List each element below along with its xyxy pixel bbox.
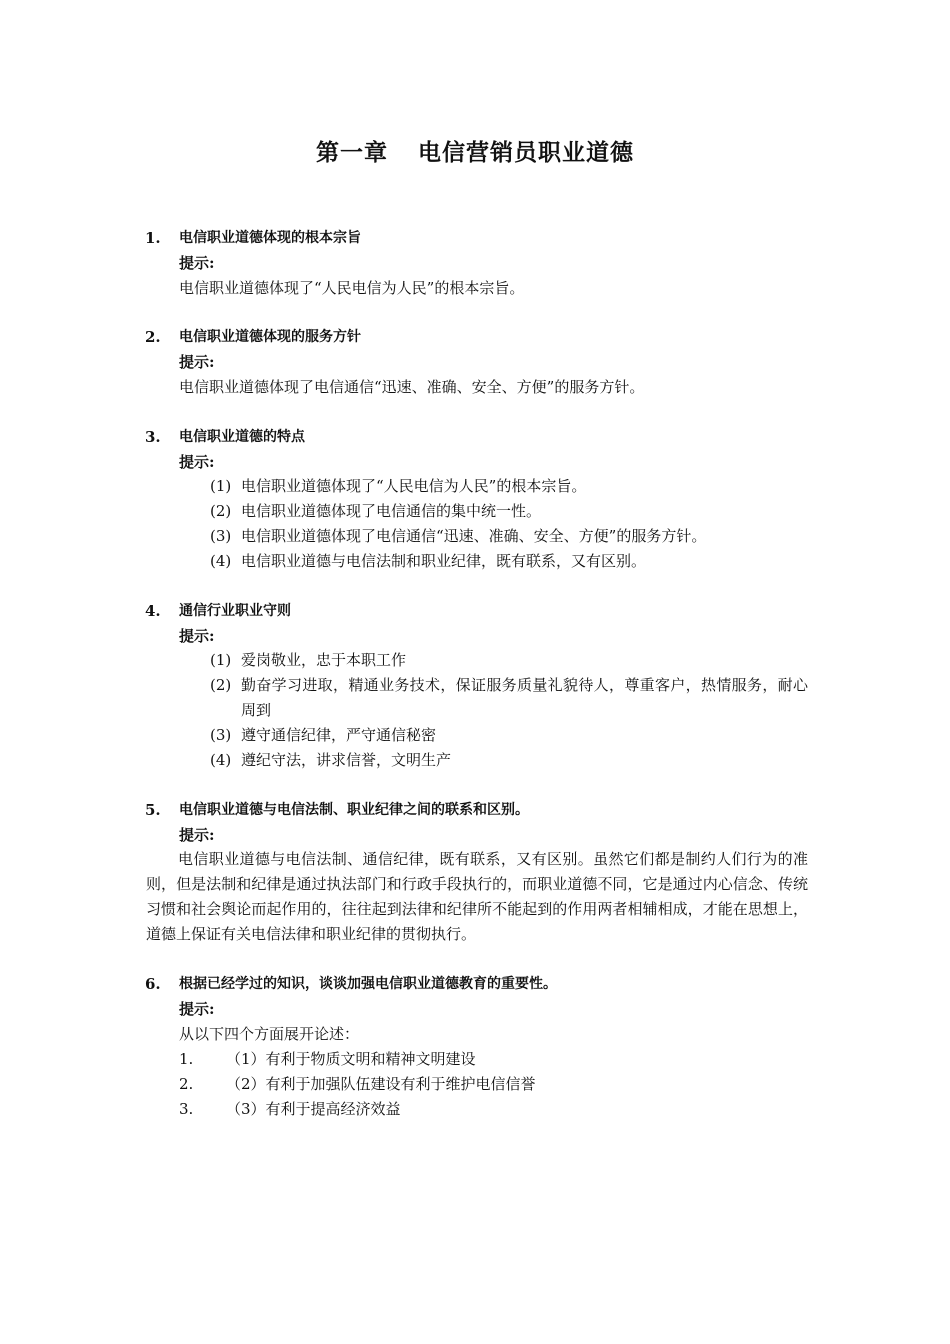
item-number: 3. — [179, 1100, 194, 1118]
item-text: 电信职业道德体现了“人民电信为人民”的根本宗旨。 — [241, 477, 587, 495]
item-number: (3) — [210, 726, 232, 744]
item-number: (1) — [210, 651, 232, 669]
section-question: 电信职业道德体现的根本宗旨 — [179, 230, 361, 246]
list-item — [210, 748, 808, 773]
item-number: (2) — [210, 502, 232, 520]
list-item — [210, 499, 808, 524]
section-number: 1. — [145, 229, 161, 247]
hint-label: 提示: — [179, 353, 215, 371]
section-number: 3. — [145, 428, 161, 446]
section-number: 6. — [145, 975, 161, 993]
section-question: 电信职业道德的特点 — [179, 429, 305, 445]
item-number: (4) — [210, 751, 232, 769]
item-text: （3）有利于提高经济效益 — [226, 1100, 401, 1118]
item-text: 遵守通信纪律，严守通信秘密 — [241, 726, 437, 744]
item-text: 电信职业道德与电信法制和职业纪律，既有联系，又有区别。 — [241, 552, 647, 570]
item-number: (1) — [210, 477, 232, 495]
list-item — [210, 673, 808, 723]
item-text: 电信职业道德体现了电信通信“迅速、准确、安全、方便”的服务方针。 — [241, 527, 707, 545]
chapter-number: 第一章 — [316, 140, 388, 166]
section-intro: 从以下四个方面展开论述： — [179, 1025, 360, 1043]
item-text: （2）有利于加强队伍建设有利于维护电信信誉 — [226, 1075, 536, 1093]
section-question: 根据已经学过的知识，谈谈加强电信职业道德教育的重要性。 — [179, 976, 557, 992]
item-number: (2) — [210, 676, 232, 694]
item-text: 电信职业道德体现了电信通信的集中统一性。 — [241, 502, 542, 520]
item-number: 2. — [179, 1075, 194, 1093]
section-answer: 电信职业道德体现了“人民电信为人民”的根本宗旨。 — [179, 279, 525, 297]
list-item — [210, 549, 808, 574]
chapter-title — [0, 134, 950, 167]
list-item — [210, 474, 808, 499]
item-number: 1. — [179, 1050, 194, 1068]
section-answer: 电信职业道德体现了电信通信“迅速、准确、安全、方便”的服务方针。 — [179, 378, 645, 396]
item-text: 勤奋学习进取，精通业务技术，保证服务质量礼貌待人，尊重客户，热情服务，耐心周到 — [241, 676, 808, 719]
hint-label: 提示: — [179, 254, 215, 272]
list-item — [210, 723, 808, 748]
section-number: 2. — [145, 328, 161, 346]
section-question: 通信行业职业守则 — [179, 603, 291, 619]
section-paragraph: 电信职业道德与电信法制、通信纪律，既有联系，又有区别。虽然它们都是制约人们行为的准则，但是法制和纪律是通过执法部门和行政手段执行的，而职业道德不同，它是通过内心信念、传统习惯和社会舆论而起作用的，往往起到法律和纪律所不能起到的作用两者相辅相成，才能在思想上，道德上保证有关电信法律和职业纪律的贯彻执行。 — [146, 850, 808, 943]
hint-label: 提示: — [179, 1000, 215, 1018]
chapter-name: 电信营销员职业道德 — [418, 140, 634, 166]
item-text: 遵纪守法，讲求信誉，文明生产 — [241, 751, 452, 769]
item-number: (3) — [210, 527, 232, 545]
hint-label: 提示: — [179, 453, 215, 471]
section-question: 电信职业道德与电信法制、职业纪律之间的联系和区别。 — [179, 802, 529, 818]
hint-label: 提示: — [179, 627, 215, 645]
item-text: （1）有利于物质文明和精神文明建设 — [226, 1050, 476, 1068]
item-text: 爱岗敬业，忠于本职工作 — [241, 651, 407, 669]
list-item — [210, 648, 808, 673]
section-question: 电信职业道德体现的服务方针 — [179, 329, 361, 345]
hint-label: 提示: — [179, 826, 215, 844]
section-number: 5. — [145, 801, 161, 819]
list-item — [210, 524, 808, 549]
item-number: (4) — [210, 552, 232, 570]
section-number: 4. — [145, 602, 161, 620]
